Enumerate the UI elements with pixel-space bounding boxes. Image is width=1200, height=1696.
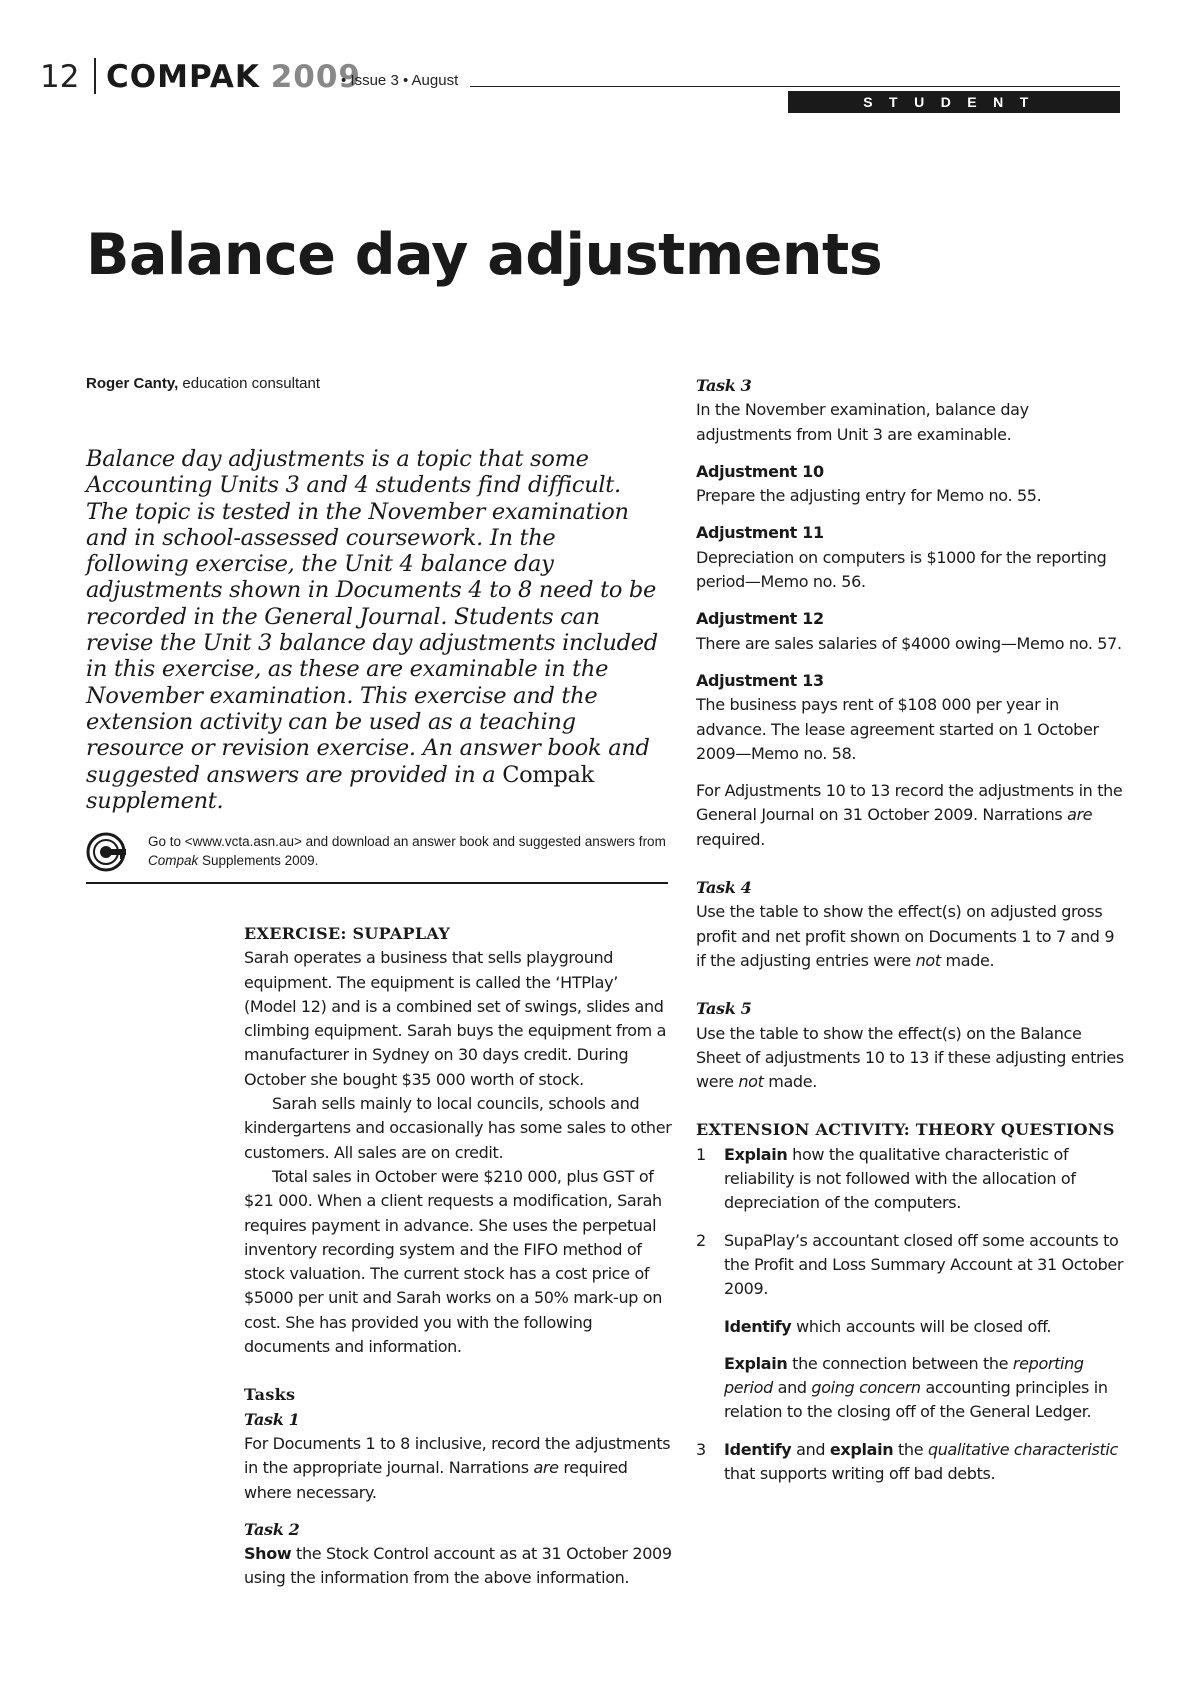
question-number: 2 [696,1230,706,1250]
adjustment-summary-italic: are [1067,805,1093,825]
question-2-identify-bold: Identify [724,1316,792,1336]
question-2-explain-italic: going concern [811,1378,921,1398]
task-5-italic: not [738,1072,764,1092]
task-1-text-before: For Documents 1 to 8 inclusive, record the adjustments in the appropriate journal. Narrations [244,1433,671,1478]
exercise-heading: EXERCISE: SUPAPLAY [244,924,451,943]
exercise-para-1: Sarah operates a business that sells playground equipment. The equipment is called the ‘HTPlay’ (Model 12) and is a combined set of swings, slides and climbing equipment. Sarah buys the equipment from a manufacturer in Sydney on 30 days credit. During October she bought $35 000 worth of stock. [244,948,667,1089]
author-name: Roger Canty, [86,375,179,392]
section-band: STUDENT RESOURCE [788,91,1120,113]
task-3-text: In the November examination, balance day adjustments from Unit 3 are examinable. [696,400,1029,444]
task-4-text [696,900,1126,973]
publication-brand [106,60,361,94]
adjustment-11-label: Adjustment 11 [696,523,824,543]
question-number: 3 [696,1439,706,1459]
task-4-after: made. [940,950,995,970]
question-2 [696,1229,1126,1425]
question-2-text [724,1229,1126,1425]
author-line [86,375,320,392]
question-number: 1 [696,1144,706,1164]
task-1-text [244,1432,674,1505]
task-4-label: Task 4 [696,878,752,898]
adjustment-summary-after: required. [696,829,765,849]
question-3-part: and [791,1439,830,1459]
question-3-bold: Identify [724,1439,792,1459]
question-2-explain-bold: Explain [724,1353,788,1373]
theory-question-list [696,1143,1126,1487]
task-5-text [696,1022,1126,1095]
download-note [148,832,668,870]
author-role: education consultant [178,375,321,392]
question-3 [696,1438,1126,1487]
adjustment-13-label: Adjustment 13 [696,670,824,690]
question-2-explain-part: and [772,1378,812,1398]
adjustment-10-label: Adjustment 10 [696,461,824,481]
extension-heading: EXTENSION ACTIVITY: THEORY QUESTIONS [696,1120,1115,1140]
download-note-text-after: Supplements 2009. [198,853,319,868]
task-5-after: made. [763,1072,817,1092]
lead-text-before: Balance day adjustments is a topic that some Accounting Units 3 and 4 students find difficult. The topic is tested in the November examination and in school-assessed coursework. In the following exercise, the Unit 4 balance day adjustments shown in Documents 4 to 8 need to be recorded in the General Journal. Students can revise the Unit 3 balance day adjustments included in this exercise, as these are examinable in the November examination. This exercise and the extension activity can be used as a teaching resource or revision exercise. An answer book and suggested answers are provided in a [86,446,658,788]
question-3-part: the [893,1439,928,1459]
question-1-bold: Explain [724,1144,788,1164]
task-4-before: Use the table to show the effect(s) on adjusted gross profit and net profit shown on Documents 1 to 7 and 9 if the adjusting entries were [696,902,1115,970]
download-note-text-before: Go to <www.vcta.asn.au> and download an answer book and suggested answers from [148,834,666,849]
task-1-italic: are [533,1458,559,1478]
adjustment-13-text: The business pays rent of $108 000 per year in advance. The lease agreement started on 1 October 2009—Memo no. 58. [696,695,1099,763]
lead-paragraph [86,446,664,814]
question-3-bold: explain [829,1439,894,1459]
question-1 [696,1143,1126,1216]
task-1-label: Task 1 [244,1409,300,1429]
task-2-text [244,1542,674,1591]
adjustment-12-text: There are sales salaries of $4000 owing—Memo no. 57. [696,633,1122,653]
question-2-identify [724,1315,1126,1339]
article-title: Balance day adjustments [86,222,883,288]
question-3-part: that supports writing off bad debts. [724,1463,996,1483]
adjustment-10-text: Prepare the adjusting entry for Memo no. 55. [696,486,1042,506]
question-3-italic: qualitative characteristic [927,1439,1118,1459]
question-2-explain-part: accounting principles in relation to the closing off of the General Ledger. [724,1378,1108,1422]
question-2-explain-italic: reporting period [724,1353,1084,1398]
header-divider [94,58,96,94]
task-2-body: the Stock Control account as at 31 October 2009 using the information from the above information. [244,1544,672,1588]
task-3-label: Task 3 [696,376,752,395]
adjustment-summary [696,779,1126,852]
exercise-column [244,922,674,1591]
question-2-explain [724,1352,1126,1425]
question-2-intro: SupaPlay’s accountant closed off some accounts to the Profit and Loss Summary Account at 31 October 2009. [724,1230,1124,1299]
task-1-text-after: required where necessary. [244,1458,628,1502]
task-5-label: Task 5 [696,999,752,1019]
question-2-identify-body: which accounts will be closed off. [791,1316,1052,1336]
exercise-para-2: Sarah sells mainly to local councils, schools and kindergartens and occasionally has some sales to other customers. All sales are on credit. [244,1094,672,1162]
question-3-text [724,1438,1126,1487]
cd-disc-icon [86,832,126,872]
question-2-explain-part: the connection between the [787,1353,1013,1373]
adjustment-11-text: Depreciation on computers is $1000 for the reporting period—Memo no. 56. [696,547,1107,592]
task-2-bold: Show [244,1544,292,1564]
task-4-italic: not [915,950,941,970]
adjustment-12-label: Adjustment 12 [696,609,824,629]
question-1-body: how the qualitative characteristic of reliability is not followed with the allocation of depreciation of the computers. [724,1144,1076,1213]
right-column [696,374,1126,1486]
exercise-para-3: Total sales in October were $210 000, plus GST of $21 000. When a client requests a modification, Sarah requires payment in advance. She uses the perpetual inventory recording system and the FIFO method of stock valuation. The current stock has a cost price of $5000 per unit and Sarah works on a 50% mark-up on cost. She has provided you with the following documents and information. [244,1166,663,1357]
question-1-text [724,1143,1126,1216]
adjustment-summary-before: For Adjustments 10 to 13 record the adjustments in the General Journal on 31 October 2009. Narrations [696,781,1123,825]
download-note-italic: Compak [148,853,199,868]
issue-label: • Issue 3 • August [341,72,459,89]
brand-word: COMPAK [106,59,260,95]
lead-text-after: supplement. [86,787,224,814]
lead-divider [86,882,668,884]
header-rule [470,86,1120,87]
task-2-label: Task 2 [244,1519,300,1539]
task-5-before: Use the table to show the effect(s) on the Balance Sheet of adjustments 10 to 13 if these adjusting entries were [696,1023,1124,1092]
page-number: 12 [40,59,80,95]
brand-year: 2009 [270,59,361,95]
lead-publication: Compak [502,761,594,788]
tasks-heading: Tasks [244,1385,296,1405]
